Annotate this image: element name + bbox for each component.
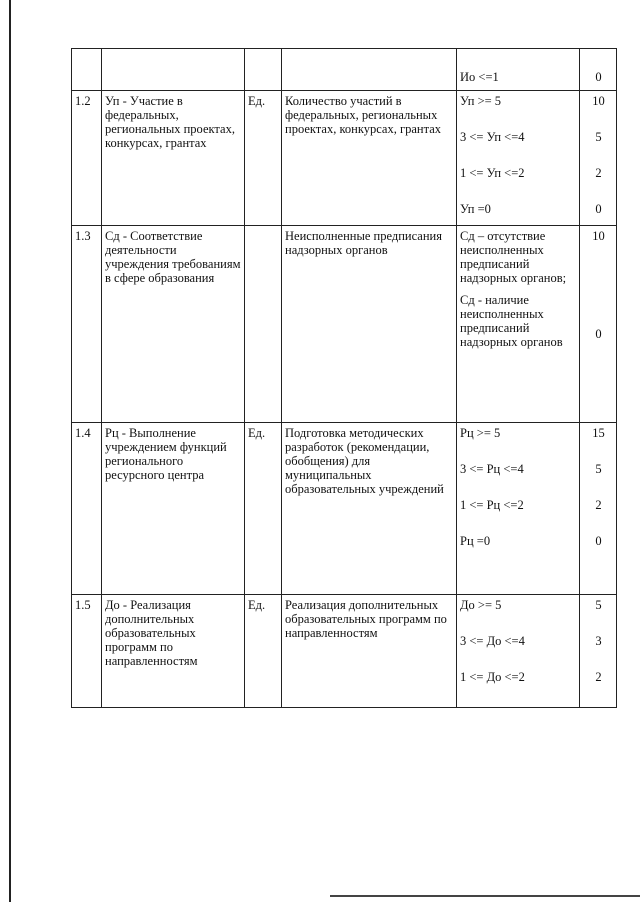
- score-value: 5: [595, 462, 602, 476]
- indicator-name: Уп - Участие в федеральных, региональных проектах, конкурсах, грантах: [102, 91, 245, 226]
- description-cell: [282, 49, 457, 91]
- unit-cell: [245, 226, 282, 423]
- table-row: [72, 91, 617, 226]
- condition-line: Ио <=1: [460, 70, 499, 84]
- description-cell: Подготовка методических разработок (рекомендации, обобщения) для муниципальных образовательных учреждений: [282, 423, 457, 595]
- unit-cell: Ед.: [245, 91, 282, 226]
- row-number: [72, 49, 102, 91]
- score-value: 2: [595, 166, 602, 180]
- condition-line: До >= 5: [460, 598, 502, 612]
- indicator-name: [102, 49, 245, 91]
- conditions-cell: [457, 91, 580, 226]
- conditions-cell: [457, 595, 580, 708]
- condition-line: 1 <= До <=2: [460, 670, 525, 684]
- condition-line: Рц >= 5: [460, 426, 501, 440]
- condition-line: Уп =0: [460, 202, 491, 216]
- scores-cell: [580, 91, 617, 226]
- scores-cell: [580, 595, 617, 708]
- score-value: 5: [595, 130, 602, 144]
- row-number: 1.5: [72, 595, 102, 708]
- conditions-cell: [457, 49, 580, 91]
- condition-line: Сд - наличие неисполненных предписаний надзорных органов: [460, 293, 563, 349]
- score-value: 10: [592, 229, 605, 243]
- scan-edge-bottom: [330, 895, 640, 897]
- condition-line: 1 <= Уп <=2: [460, 166, 525, 180]
- condition-line: 3 <= Рц <=4: [460, 462, 524, 476]
- table-row: [72, 423, 617, 595]
- score-value: 0: [595, 202, 602, 216]
- table-row: [72, 49, 617, 91]
- condition-line: 3 <= До <=4: [460, 634, 525, 648]
- indicator-name: До - Реализация дополнительных образовательных программ по направленностям: [102, 595, 245, 708]
- score-value: 3: [595, 634, 602, 648]
- conditions-cell: [457, 226, 580, 423]
- score-value: 10: [592, 94, 605, 108]
- scores-cell: [580, 423, 617, 595]
- table-row: [72, 595, 617, 708]
- condition-line: 1 <= Рц <=2: [460, 498, 524, 512]
- indicator-name: Рц - Выполнение учреждением функций регионального ресурсного центра: [102, 423, 245, 595]
- description-cell: Реализация дополнительных образовательных программ по направленностям: [282, 595, 457, 708]
- scores-cell: [580, 49, 617, 91]
- score-value: 0: [595, 327, 602, 341]
- row-number: 1.3: [72, 226, 102, 423]
- score-value: 5: [595, 598, 602, 612]
- score-value: 0: [595, 534, 602, 548]
- condition-line: Сд – отсутствие неисполненных предписаний надзорных органов;: [460, 229, 567, 285]
- unit-cell: Ед.: [245, 595, 282, 708]
- conditions-cell: [457, 423, 580, 595]
- score-value: 0: [595, 70, 602, 84]
- condition-line: Рц =0: [460, 534, 491, 548]
- score-value: 2: [595, 498, 602, 512]
- scores-cell: [580, 226, 617, 423]
- score-value: 2: [595, 670, 602, 684]
- row-number: 1.2: [72, 91, 102, 226]
- description-cell: Количество участий в федеральных, региональных проектах, конкурсах, грантах: [282, 91, 457, 226]
- condition-line: 3 <= Уп <=4: [460, 130, 525, 144]
- description-cell: Неисполненные предписания надзорных органов: [282, 226, 457, 423]
- criteria-table: [71, 48, 617, 708]
- table-row: [72, 226, 617, 423]
- row-number: 1.4: [72, 423, 102, 595]
- unit-cell: [245, 49, 282, 91]
- condition-line: Уп >= 5: [460, 94, 502, 108]
- unit-cell: Ед.: [245, 423, 282, 595]
- indicator-name: Сд - Соответствие деятельности учреждения требованиям в сфере образования: [102, 226, 245, 423]
- score-value: 15: [592, 426, 605, 440]
- scan-edge-left: [9, 0, 11, 902]
